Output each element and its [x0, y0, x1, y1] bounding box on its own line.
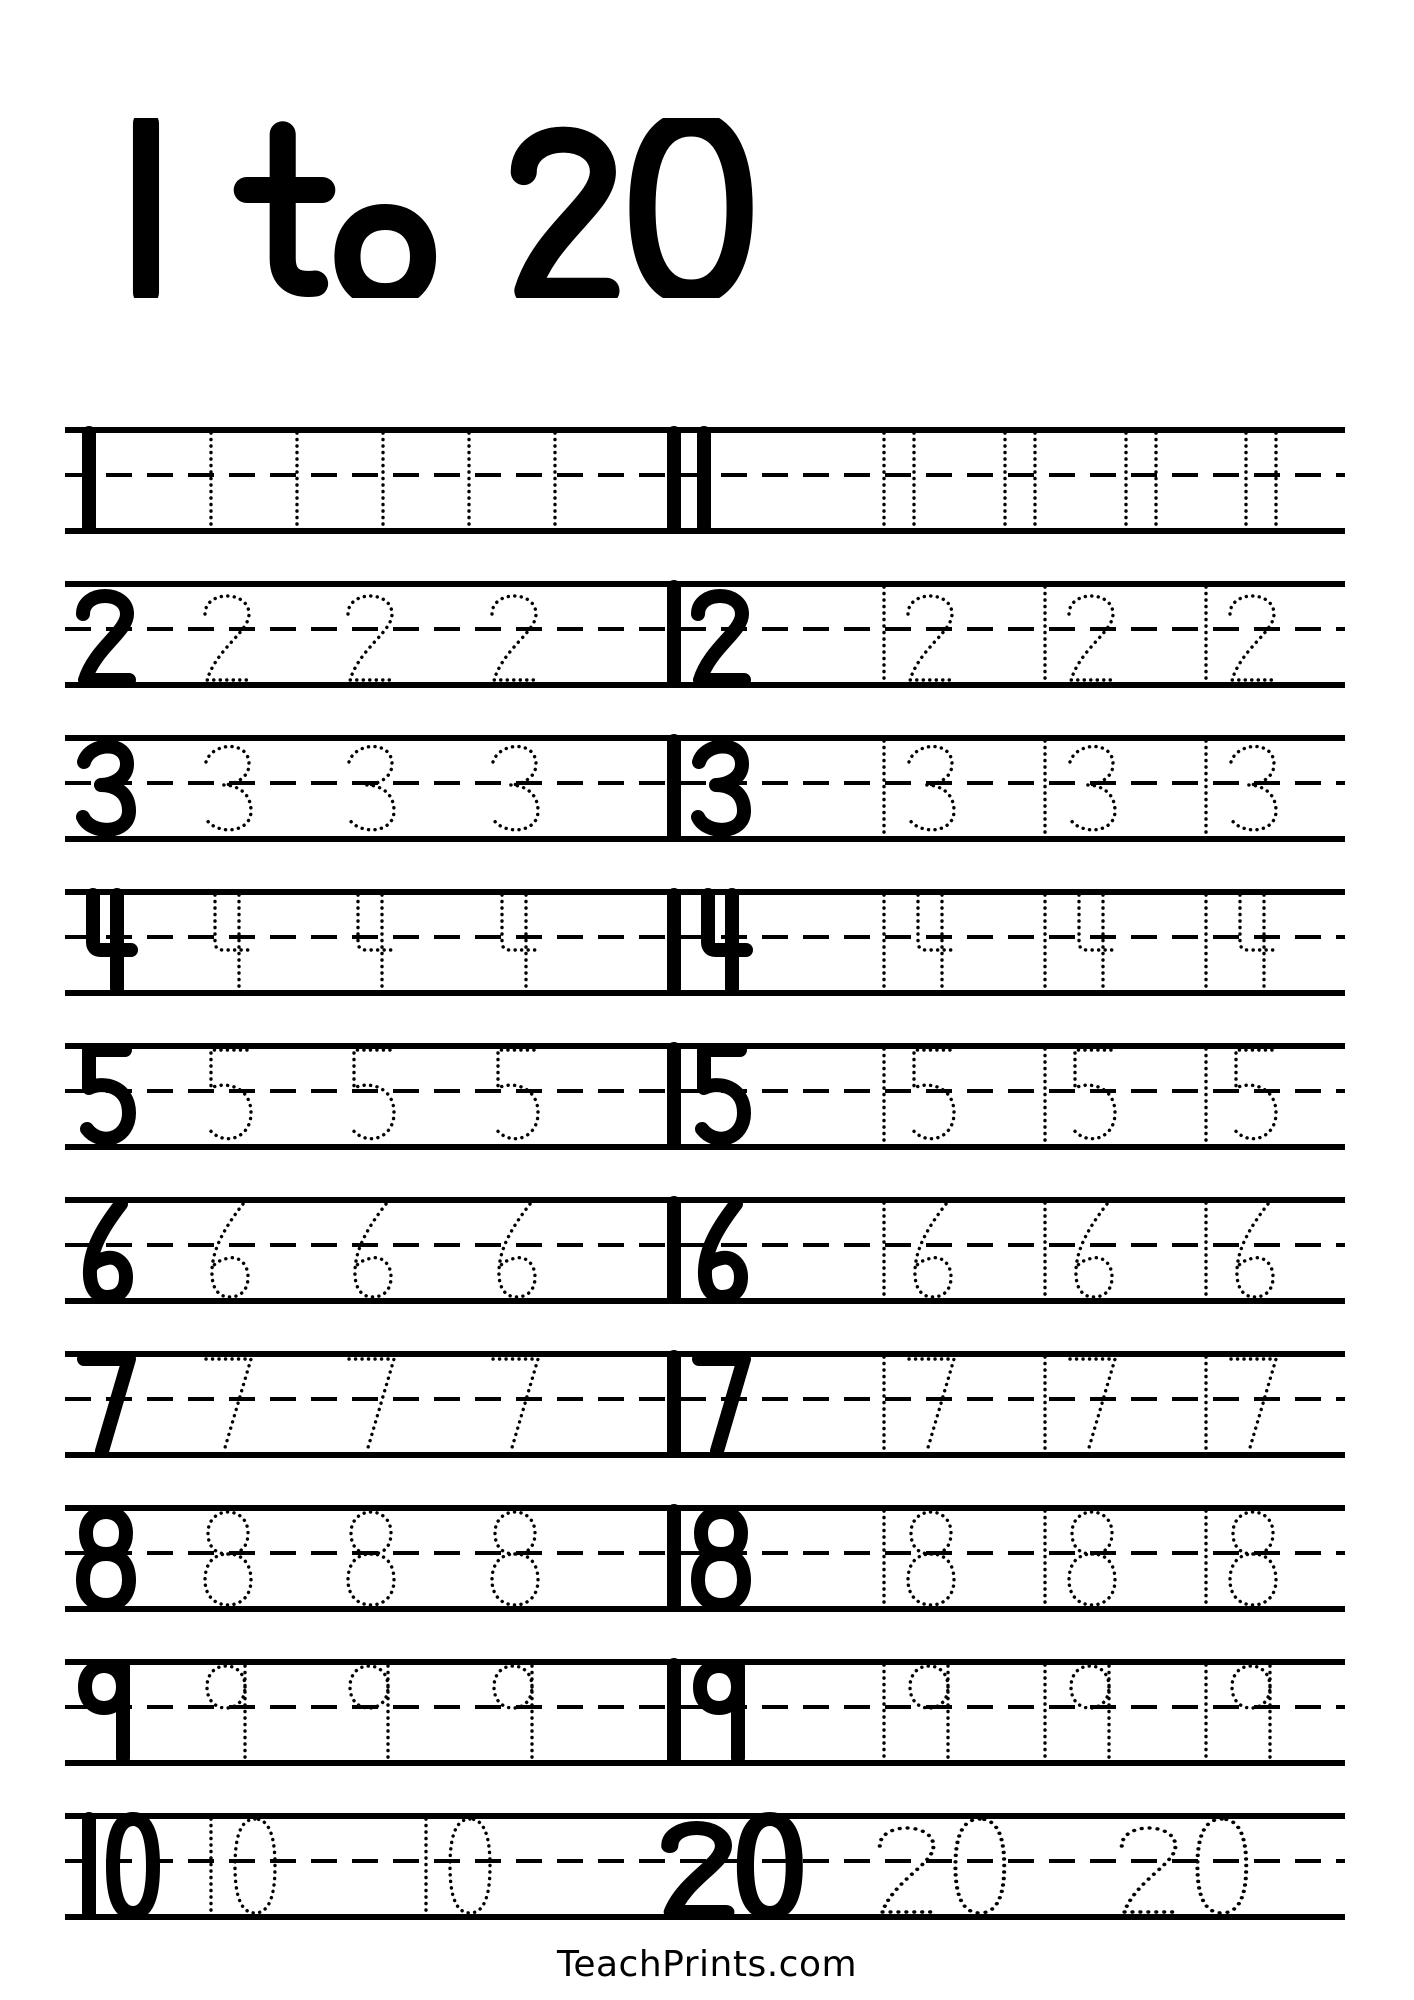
trace-number: [197, 584, 257, 684]
trace-number: [197, 1200, 255, 1300]
trace-number: [1192, 1200, 1280, 1300]
tracing-row-7: [65, 1354, 1345, 1454]
trace-number: [484, 584, 544, 684]
trace-number: [412, 1816, 498, 1916]
tracing-row-9: [65, 1662, 1345, 1762]
tracing-row-3: [65, 738, 1345, 838]
footer-credit: TeachPrints.com: [556, 1944, 858, 1985]
trace-number: [1192, 584, 1282, 684]
trace-number: [484, 1354, 544, 1454]
solid-number: [75, 1354, 135, 1454]
solid-number: [660, 1200, 748, 1300]
trace-number: [870, 892, 962, 992]
solid-number: [660, 430, 718, 530]
solid-number: [660, 738, 750, 838]
trace-number: [197, 1046, 257, 1146]
trace-number: [484, 1508, 546, 1608]
trace-number: [340, 1508, 402, 1608]
trace-number: [340, 584, 400, 684]
solid-number: [660, 1508, 752, 1608]
solid-number: [660, 584, 750, 684]
solid-number: [75, 892, 137, 992]
trace-number: [1192, 1046, 1282, 1146]
trace-number: [484, 892, 546, 992]
trace-number: [1031, 1046, 1121, 1146]
trace-number: [1112, 430, 1170, 530]
trace-number: [1031, 1508, 1123, 1608]
trace-number: [870, 1662, 960, 1762]
trace-number: [484, 738, 544, 838]
trace-number: [1192, 1508, 1284, 1608]
trace-number: [197, 892, 259, 992]
trace-number: [340, 1046, 400, 1146]
trace-number: [1031, 584, 1121, 684]
trace-number: [1232, 430, 1290, 530]
tracing-row-4: [65, 892, 1345, 992]
trace-number: [1192, 738, 1282, 838]
trace-number: [1192, 892, 1284, 992]
solid-number: [75, 1200, 133, 1300]
solid-number: [75, 1508, 137, 1608]
trace-number: [870, 1508, 962, 1608]
trace-number: [870, 584, 960, 684]
trace-number: [340, 1200, 398, 1300]
trace-number: [484, 1046, 544, 1146]
trace-number: [340, 738, 400, 838]
trace-number: [369, 430, 397, 530]
trace-number: [340, 1662, 400, 1762]
trace-number: [1031, 892, 1123, 992]
trace-number: [870, 430, 928, 530]
tracing-row-10: [65, 1816, 1345, 1916]
tracing-row-8: [65, 1508, 1345, 1608]
tracing-row-2: [65, 584, 1345, 684]
trace-number: [455, 430, 483, 530]
trace-number: [484, 1200, 542, 1300]
trace-number: [197, 1508, 259, 1608]
trace-number: [870, 1200, 958, 1300]
trace-number: [541, 430, 569, 530]
trace-number: [197, 1354, 257, 1454]
trace-number: [991, 430, 1049, 530]
solid-number: [660, 1816, 804, 1916]
tracing-row-5: [65, 1046, 1345, 1146]
trace-number: [870, 1354, 960, 1454]
solid-number: [75, 584, 135, 684]
solid-number: [75, 1816, 161, 1916]
trace-number: [340, 1354, 400, 1454]
trace-number: [870, 738, 960, 838]
trace-number: [1192, 1354, 1282, 1454]
trace-number: [197, 430, 225, 530]
trace-number: [197, 1662, 257, 1762]
solid-number: [660, 892, 752, 992]
solid-number: [75, 430, 103, 530]
solid-number: [660, 1046, 750, 1146]
solid-number: [660, 1662, 750, 1762]
tracing-row-6: [65, 1200, 1345, 1300]
tracing-row-1: [65, 430, 1345, 530]
trace-number: [197, 738, 257, 838]
trace-number: [1031, 1200, 1119, 1300]
trace-number: [1031, 1662, 1121, 1762]
solid-number: [75, 1046, 135, 1146]
solid-number: [75, 1662, 135, 1762]
trace-number: [870, 1046, 960, 1146]
trace-number: [484, 1662, 544, 1762]
trace-number: [1112, 1816, 1256, 1916]
trace-number: [870, 1816, 1014, 1916]
solid-number: [75, 738, 135, 838]
solid-number: [660, 1354, 750, 1454]
trace-number: [283, 430, 311, 530]
trace-number: [1031, 738, 1121, 838]
trace-number: [1192, 1662, 1282, 1762]
trace-number: [197, 1816, 283, 1916]
trace-number: [340, 892, 402, 992]
trace-number: [1031, 1354, 1121, 1454]
